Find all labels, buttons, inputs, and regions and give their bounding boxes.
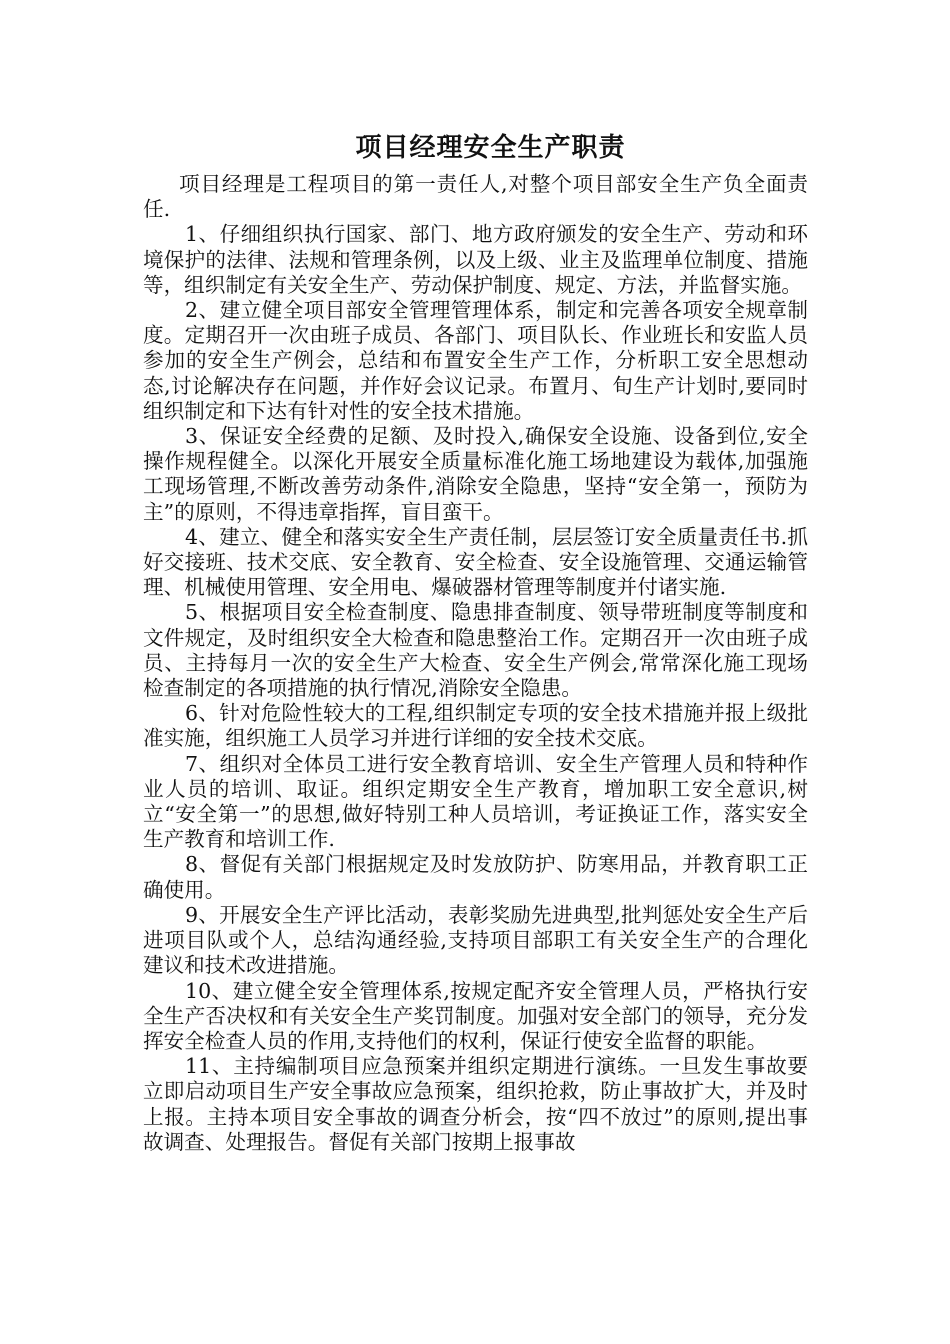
duty-item-4: 4、建立、健全和落实安全生产责任制，层层签订安全质量责任书.抓好交接班、技术交底、安全教育、安全检查、安全设施管理、交通运输管理、机械使用管理、安全用电、爆破器材管理等制度并付诸实施.: [143, 524, 808, 600]
duty-item-11: 11、主持编制项目应急预案并组织定期进行演练。一旦发生事故要立即启动项目生产安全事故应急预案，组织抢救，防止事故扩大，并及时上报。主持本项目安全事故的调查分析会，按“四不放过”的原则,提出事故调查、处理报告。督促有关部门按期上报事故: [143, 1054, 808, 1154]
duty-item-9: 9、开展安全生产评比活动，表彰奖励先进典型,批判惩处安全生产后进项目队或个人，总结沟通经验,支持项目部职工有关安全生产的合理化建议和技术改进措施。: [143, 902, 808, 978]
duty-item-8: 8、督促有关部门根据规定及时发放防护、防寒用品，并教育职工正确使用。: [143, 852, 808, 902]
duty-item-7: 7、组织对全体员工进行安全教育培训、安全生产管理人员和特种作业人员的培训、取证。组织定期安全生产教育，增加职工安全意识,树立“安全第一”的思想,做好特别工种人员培训，考证换证工作，落实安全生产教育和培训工作.: [143, 751, 808, 852]
document-page: [143, 128, 808, 1155]
duty-item-5: 5、根据项目安全检查制度、隐患排查制度、领导带班制度等制度和文件规定，及时组织安全大检查和隐患整治工作。定期召开一次由班子成员、主持每月一次的安全生产大检查、安全生产例会,常常深化施工现场检查制定的各项措施的执行情况,消除安全隐患。: [143, 600, 808, 701]
duty-item-3: 3、保证安全经费的足额、及时投入,确保安全设施、设备到位,安全操作规程健全。以深化开展安全质量标准化施工场地建设为载体,加强施工现场管理,不断改善劳动条件,消除安全隐患，坚持“安全第一，预防为主”的原则，不得违章指挥，盲目蛮干。: [143, 424, 808, 524]
intro-paragraph: 项目经理是工程项目的第一责任人,对整个项目部安全生产负全面责任.: [143, 172, 808, 222]
page-title: 项目经理安全生产职责: [355, 133, 626, 163]
duty-item-2: 2、建立健全项目部安全管理管理体系，制定和完善各项安全规章制度。定期召开一次由班子成员、各部门、项目队长、作业班长和安监人员参加的安全生产例会，总结和布置安全生产工作，分析职工安全思想动态,讨论解决存在问题，并作好会议记录。布置月、旬生产计划时,要同时组织制定和下达有针对性的安全技术措施。: [143, 298, 808, 423]
duty-item-6: 6、针对危险性较大的工程,组织制定专项的安全技术措施并报上级批准实施，组织施工人员学习并进行详细的安全技术交底。: [143, 701, 808, 751]
duty-item-1: 1、仔细组织执行国家、部门、地方政府颁发的安全生产、劳动和环境保护的法律、法规和管理条例，以及上级、业主及监理单位制度、措施等，组织制定有关安全生产、劳动保护制度、规定、方法，并监督实施。: [143, 222, 808, 297]
duty-item-10: 10、建立健全安全管理体系,按规定配齐安全管理人员，严格执行安全生产否决权和有关安全生产奖罚制度。加强对安全部门的领导，充分发挥安全检查人员的作用,支持他们的权利，保证行使安全监督的职能。: [143, 978, 808, 1053]
